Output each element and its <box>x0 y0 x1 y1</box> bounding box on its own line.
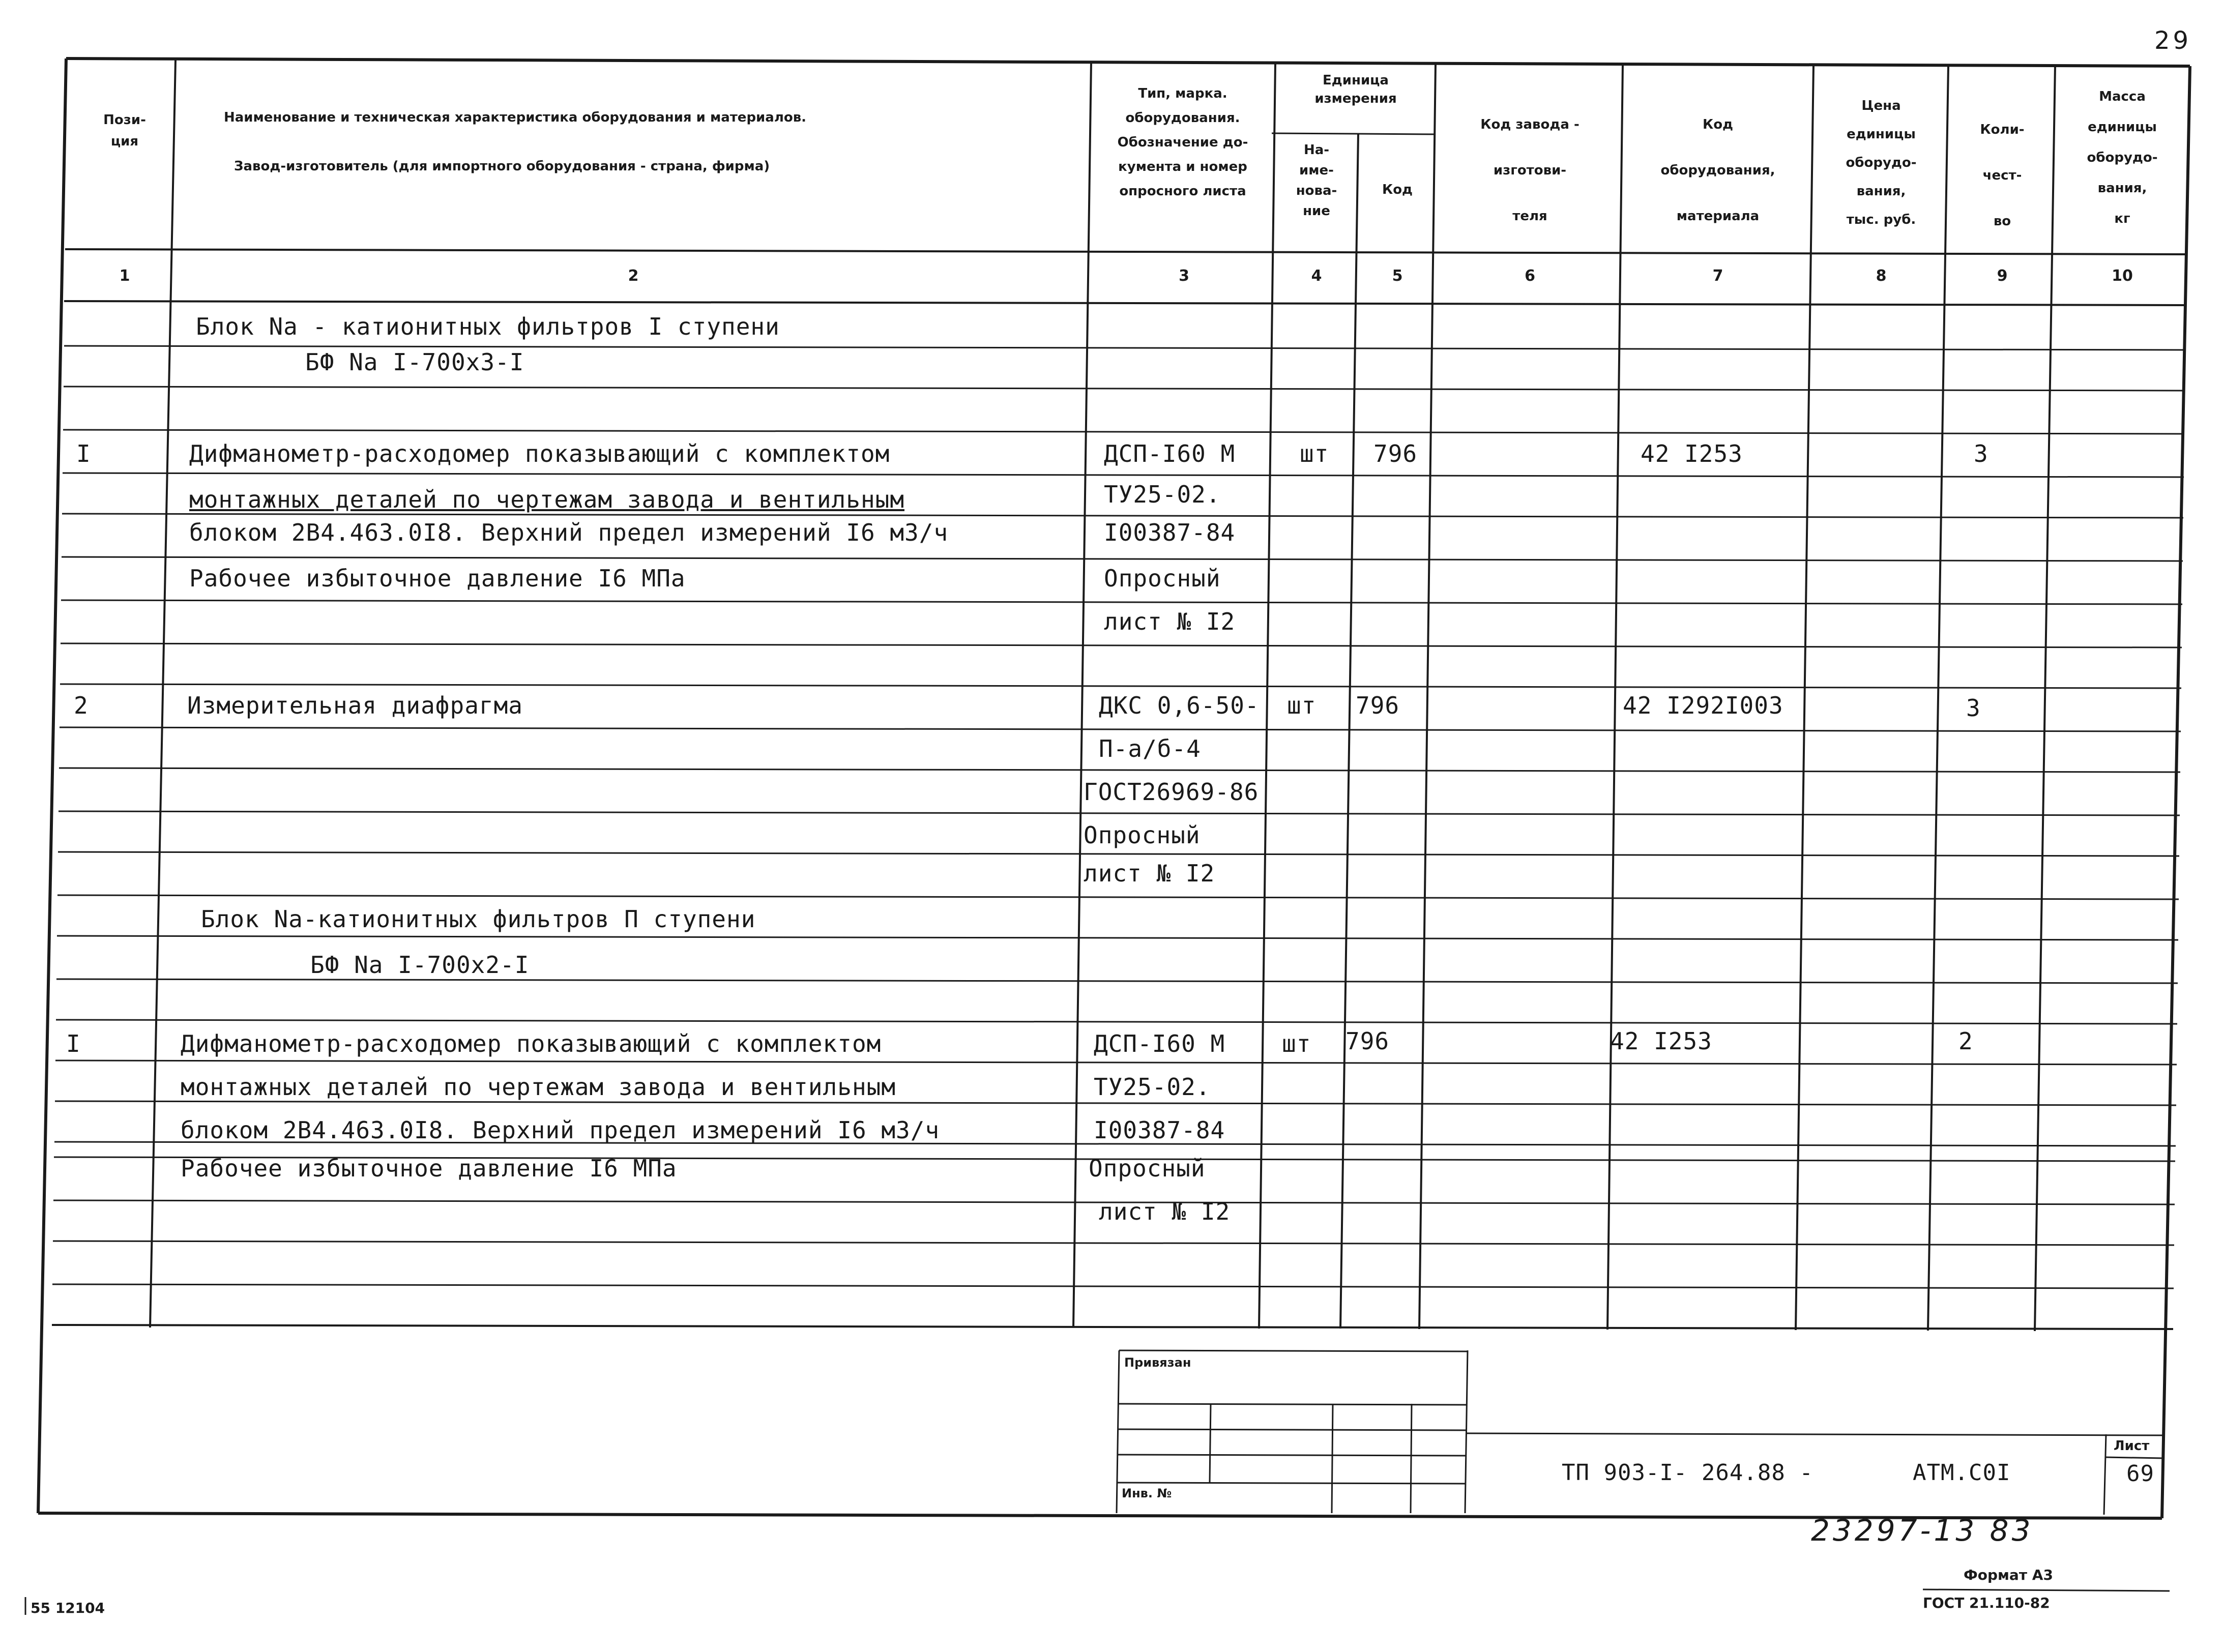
header-unit-name: На- име- нова- ние <box>1296 142 1337 219</box>
item1b-position: I <box>66 1030 81 1057</box>
document-suffix: АТМ.С0I <box>1913 1460 2011 1486</box>
header-unit-code: Код <box>1382 182 1413 197</box>
item1b-type-line5: лист № I2 <box>1099 1198 1231 1225</box>
item1b-type-line1: ДСП-I60 М <box>1094 1030 1225 1057</box>
document-code: ТП 903-I- 264.88 - <box>1562 1460 1813 1486</box>
section1-title: Блок Na - катионитных фильтров I ступени <box>196 313 780 340</box>
handwritten-number: 23297-13 83 <box>1811 1513 2034 1548</box>
item1a-type-line2: ТУ25-02. <box>1104 481 1221 508</box>
item2-position: 2 <box>74 692 89 719</box>
item1b-quantity: 2 <box>1958 1027 1973 1055</box>
column-number-4: 4 <box>1311 267 1322 285</box>
section1-subtitle: БФ Na I-700x3-I <box>305 348 524 376</box>
item2-equipment-code: 42 I292I003 <box>1623 692 1783 719</box>
item2-type-line1: ДКС 0,6-50- <box>1099 692 1260 719</box>
gost-label: ГОСТ 21.110-82 <box>1923 1595 2050 1611</box>
left-code: 55 12104 <box>31 1600 105 1616</box>
column-number-3: 3 <box>1179 267 1189 285</box>
item2-type-line5: лист № I2 <box>1084 860 1215 887</box>
item2-quantity: 3 <box>1966 694 1981 722</box>
item1b-unit-code: 796 <box>1345 1027 1390 1055</box>
header-unit: Единица измерения <box>1314 73 1397 106</box>
header-position: Пози- ция <box>103 112 146 149</box>
column-number-6: 6 <box>1525 267 1535 285</box>
format-label: Формат А3 <box>1964 1567 2053 1583</box>
column-number-2: 2 <box>628 267 639 285</box>
header-factory-code: Код завода - изготови- теля <box>1480 117 1579 224</box>
section2-title: Блок Na-катионитных фильтров П ступени <box>201 905 756 933</box>
item1b-name-line3: блоком 2В4.463.0I8. Верхний предел измерений I6 м3/ч <box>181 1116 940 1144</box>
item1a-type-line3: I00387-84 <box>1104 519 1236 546</box>
item1b-type-line3: I00387-84 <box>1094 1116 1225 1144</box>
item1a-unit-code: 796 <box>1373 440 1418 467</box>
item1a-type-line1: ДСП-I60 М <box>1104 440 1236 467</box>
item1a-position: I <box>76 440 91 467</box>
header-name-line1: Наименование и техническая характеристика оборудования и материалов. <box>224 110 807 125</box>
stamp-inventory-label: Инв. № <box>1122 1486 1172 1500</box>
column-number-5: 5 <box>1392 267 1403 285</box>
header-type: Тип, марка. оборудования. Обозначение до- кумента и номер опросного листа <box>1117 86 1248 199</box>
item2-type-line4: Опросный <box>1084 821 1201 849</box>
item1a-equipment-code: 42 I253 <box>1641 440 1743 467</box>
header-price: Цена единицы оборудо- вания, тыс. руб. <box>1846 98 1917 227</box>
item2-unit-code: 796 <box>1356 692 1400 719</box>
item1a-name-line1: Дифманометр-расходомер показывающий с комплектом <box>189 440 890 467</box>
item1b-equipment-code: 42 I253 <box>1610 1027 1712 1055</box>
page-number: 29 <box>2154 26 2192 55</box>
item2-type-line3: ГОСТ26969-86 <box>1084 778 1259 806</box>
item1a-type-line4: Опросный <box>1104 565 1221 592</box>
item1b-type-line2: ТУ25-02. <box>1094 1073 1211 1101</box>
item1b-unit: шт <box>1282 1030 1311 1057</box>
column-number-1: 1 <box>119 267 130 285</box>
item1b-name-line4: Рабочее избыточное давление I6 МПа <box>181 1155 677 1182</box>
item2-type-line2: П-а/б-4 <box>1099 735 1201 762</box>
header-mass: Масса единицы оборудо- вания, кг <box>2087 89 2158 226</box>
item1b-name-line1: Дифманометр-расходомер показывающий с комплектом <box>181 1030 882 1057</box>
item1a-name-line3: блоком 2В4.463.0I8. Верхний предел измерений I6 м3/ч <box>189 519 949 546</box>
column-number-9: 9 <box>1997 267 2008 285</box>
column-number-8: 8 <box>1876 267 1887 285</box>
item1a-unit: шт <box>1300 440 1329 467</box>
section2-subtitle: БФ Na I-700x2-I <box>310 951 530 979</box>
header-equipment-code: Код оборудования, материала <box>1660 117 1775 224</box>
header-name-line2: Завод-изготовитель (для импортного оборудования - страна, фирма) <box>234 159 770 174</box>
item1b-type-line4: Опросный <box>1089 1155 1206 1182</box>
sheet-number: 69 <box>2126 1461 2154 1487</box>
stamp-privyazan-label: Привязан <box>1124 1355 1191 1370</box>
item1a-name-line4: Рабочее избыточное давление I6 МПа <box>189 565 686 592</box>
column-number-7: 7 <box>1712 267 1723 285</box>
item1a-type-line5: лист № I2 <box>1104 608 1236 635</box>
item2-unit: шт <box>1287 692 1317 719</box>
column-number-10: 10 <box>2112 267 2133 285</box>
header-quantity: Коли- чест- во <box>1980 122 2025 229</box>
item1a-name-line2: монтажных деталей по чертежам завода и вентильным <box>189 486 905 513</box>
item1a-quantity: 3 <box>1974 440 1988 467</box>
item2-name-line1: Измерительная диафрагма <box>187 692 523 719</box>
item1b-name-line2: монтажных деталей по чертежам завода и вентильным <box>181 1073 896 1101</box>
sheet-label: Лист <box>2114 1438 2150 1454</box>
